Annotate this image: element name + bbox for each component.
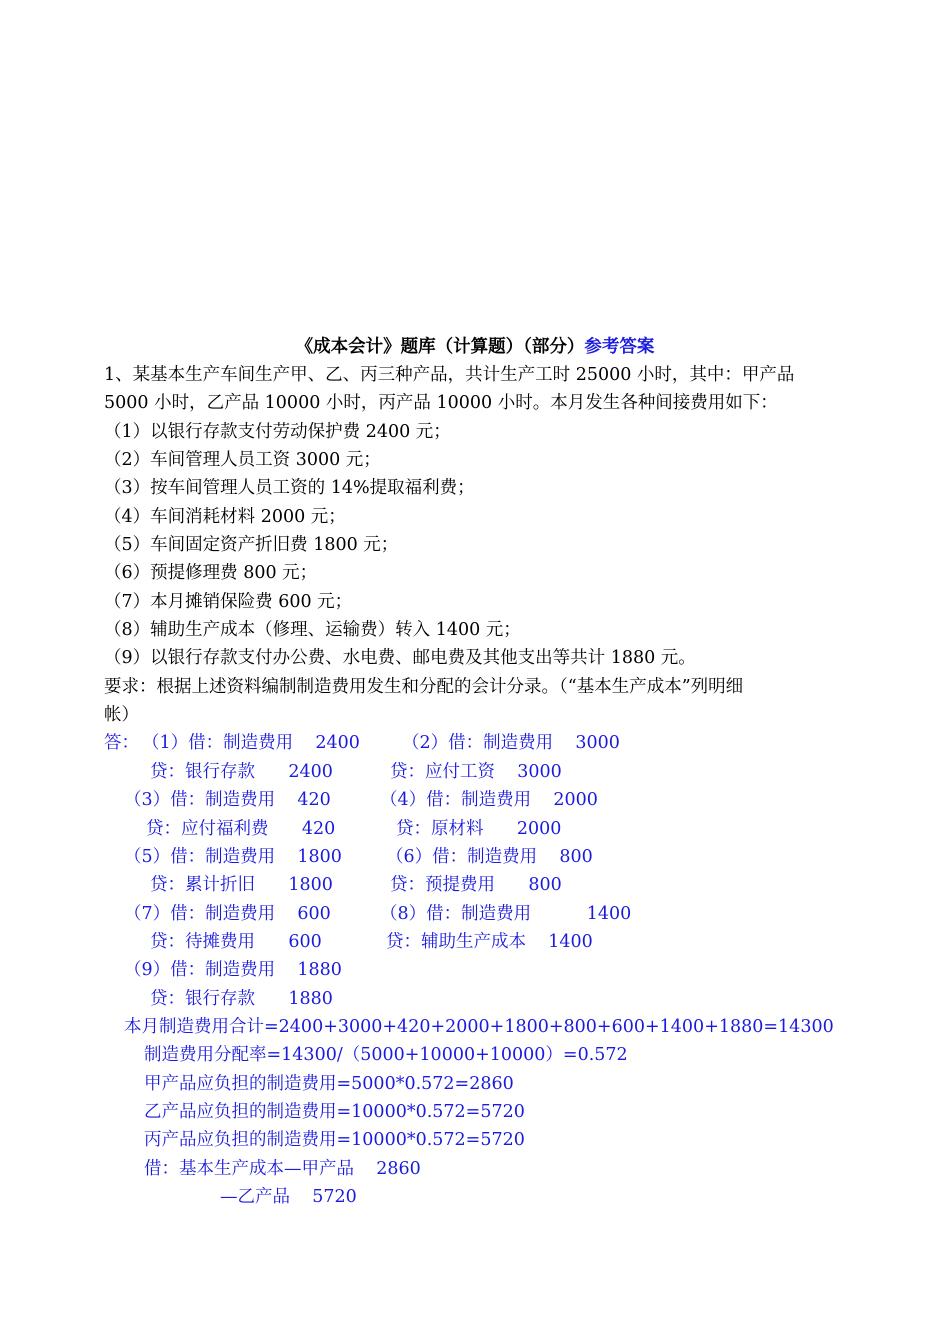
allocation-product-b: 乙产品应负担的制造费用=10000*0.572=5720 <box>144 1102 525 1122</box>
question-item: （6）预提修理费 800 元； <box>104 563 318 583</box>
question-item: （9）以银行存款支付办公费、水电费、邮电费及其他支出等共计 1880 元。 <box>104 648 696 668</box>
entry-4-credit: 贷：原材料 2000 <box>396 819 562 839</box>
entry-8-debit: （8）借：制造费用 1400 <box>380 904 632 924</box>
allocation-product-c: 丙产品应负担的制造费用=10000*0.572=5720 <box>144 1130 525 1150</box>
entry-4-debit: （4）借：制造费用 2000 <box>380 790 598 810</box>
entry-5-credit: 贷：累计折旧 1800 <box>150 875 333 895</box>
entry-3-debit: （3）借：制造费用 420 <box>124 790 331 810</box>
title-main: 《成本会计》题库（计算题）（部分） <box>295 337 585 357</box>
entry-9-credit: 贷：银行存款 1880 <box>150 989 333 1009</box>
requirement-line-2: 帐） <box>104 705 139 725</box>
requirement-line-1: 要求：根据上述资料编制制造费用发生和分配的会计分录。（“基本生产成本”列明细 <box>104 677 744 697</box>
allocation-rate: 制造费用分配率=14300/（5000+10000+10000）=0.572 <box>144 1045 628 1065</box>
entry-7-credit: 贷：待摊费用 600 <box>150 932 322 952</box>
entry-7-debit: （7）借：制造费用 600 <box>124 904 331 924</box>
document-title <box>0 333 950 361</box>
question-item: （8）辅助生产成本（修理、运输费）转入 1400 元； <box>104 620 521 640</box>
entry-1-debit: （1）借：制造费用 2400 <box>142 733 360 753</box>
question-item: （5）车间固定资产折旧费 1800 元； <box>104 535 399 555</box>
entry-9-debit: （9）借：制造费用 1880 <box>124 960 342 980</box>
title-highlight: 参考答案 <box>584 337 655 357</box>
question-intro-line-1: 1、某基本生产车间生产甲、乙、丙三种产品，共计生产工时 25000 小时，其中：甲产品 <box>104 365 795 385</box>
answer-prefix: 答： <box>104 733 139 753</box>
total-overhead: 本月制造费用合计=2400+3000+420+2000+1800+800+600+1400+1880=14300 <box>124 1017 834 1037</box>
entry-5-debit: （5）借：制造费用 1800 <box>124 847 342 867</box>
entry-2-credit: 贷：应付工资 3000 <box>390 762 562 782</box>
entry-6-credit: 贷：预提费用 800 <box>390 875 562 895</box>
entry-3-credit: 贷：应付福利费 420 <box>146 819 336 839</box>
question-item: （2）车间管理人员工资 3000 元； <box>104 450 381 470</box>
question-item: （4）车间消耗材料 2000 元； <box>104 507 346 527</box>
entry-6-debit: （6）借：制造费用 800 <box>386 847 593 867</box>
question-intro-line-2: 5000 小时，乙产品 10000 小时，丙产品 10000 小时。本月发生各种间接费用如下： <box>104 393 778 413</box>
entry-2-debit: （2）借：制造费用 3000 <box>402 733 620 753</box>
entry-1-credit: 贷：银行存款 2400 <box>150 762 333 782</box>
question-item: （1）以银行存款支付劳动保护费 2400 元； <box>104 422 451 442</box>
question-item: （3）按车间管理人员工资的 14%提取福利费； <box>104 478 475 498</box>
entry-8-credit: 贷：辅助生产成本 1400 <box>386 932 593 952</box>
final-entry-debit-2: —乙产品 5720 <box>220 1187 357 1207</box>
allocation-product-a: 甲产品应负担的制造费用=5000*0.572=2860 <box>144 1074 514 1094</box>
final-entry-debit-1: 借：基本生产成本—甲产品 2860 <box>144 1159 421 1179</box>
question-item: （7）本月摊销保险费 600 元； <box>104 592 353 612</box>
